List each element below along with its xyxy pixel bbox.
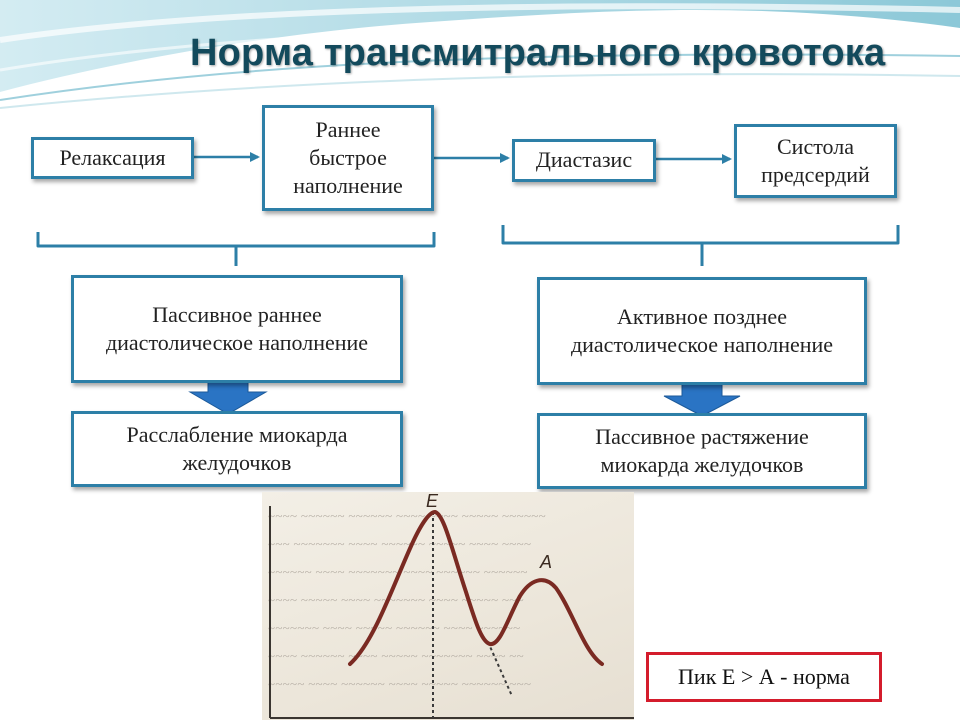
deceleration-dashed-line	[488, 642, 512, 696]
peak-e-label: E	[426, 492, 439, 511]
right-brace	[503, 225, 898, 266]
active-late-filling-box	[537, 277, 867, 385]
myocardium-stretch-label: Пассивное растяжение миокарда желудочков	[595, 423, 809, 477]
myocardium-stretch-box	[537, 413, 867, 489]
phase-diastasis-box	[512, 139, 656, 182]
myocardium-relaxation-box	[71, 411, 403, 487]
phase-diastasis-label: Диастазис	[535, 147, 633, 173]
peak-a-label: A	[540, 552, 553, 572]
slide-title: Норма трансмитрального кровотока	[190, 32, 886, 74]
flow-velocity-curve	[350, 512, 602, 664]
phase-early-filling-box	[262, 105, 434, 211]
phase-relaxation-box	[31, 137, 194, 179]
norm-note-label: Пик Е > А - норма	[678, 664, 850, 689]
doppler-curve	[262, 492, 634, 720]
graph-axes	[270, 506, 634, 718]
doppler-graph-photo: ~~~~ ~~~~~~ ~~~~~~ ~~~~ ~~~~ ~~~~~ ~~~~~~ ~~~ ~~~~~~~ ~~~~ ~~~~~~ ~~~~~ ~~~~ ~~~~ ~~~~~~ ~~~~ ~~~~~~~ ~~~~ ~~~~~~ ~~~~~~ ~~~~ ~~~~~ ~~~~ ~~~~~~~ ~~~~ ~~~~~ ~~~ ~~~~~~~ ~~~~ ~~~~~ ~~~~~~ ~~~~ ~~~~~~ ~~~~ ~~~~~~ ~~~~ ~~~~~ ~~~~~~~ ~~~~ ~~ ~~~~~ ~~~~ ~~~~~~ ~~~~ ~~~~~ ~~~~~~ ~~~ E A	[262, 492, 634, 720]
active-late-filling-label: Активное позднее диастолическое наполнение	[570, 303, 834, 357]
phase-atrial-systole-label: Систола предсердий	[761, 133, 870, 187]
phase-relaxation-label: Релаксация	[59, 144, 166, 170]
phase-early-filling-label: Раннее быстрое наполнение	[293, 116, 403, 199]
left-down-block-arrow	[190, 379, 266, 414]
passive-early-filling-box	[71, 275, 403, 383]
left-brace	[38, 232, 434, 266]
norm-note-box	[646, 652, 882, 702]
myocardium-relaxation-label: Расслабление миокарда желудочков	[126, 421, 348, 475]
right-down-block-arrow	[664, 382, 740, 416]
passive-early-filling-label: Пассивное раннее диастолическое наполнение	[105, 301, 369, 355]
phase-atrial-systole-box	[734, 124, 897, 198]
